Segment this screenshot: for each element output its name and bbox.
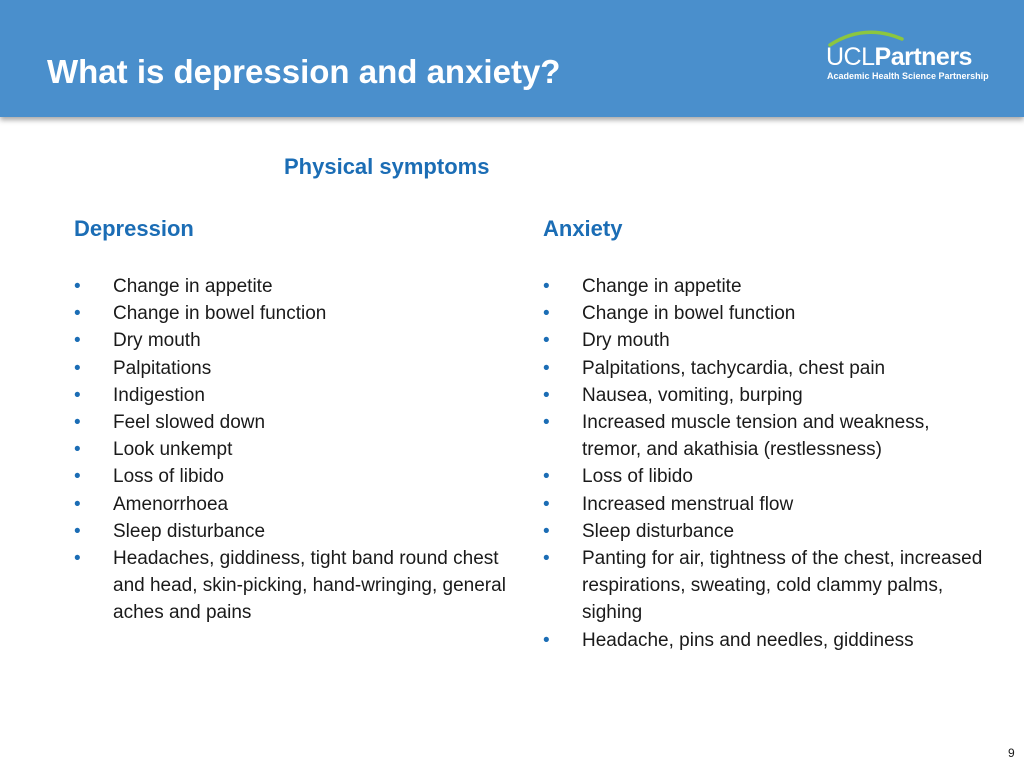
- symptom-text: Increased muscle tension and weakness, tremor, and akathisia (restlessness): [582, 412, 930, 461]
- symptom-text: Dry mouth: [113, 330, 201, 352]
- symptom-list-item: [74, 518, 534, 545]
- anxiety-title: Anxiety: [543, 216, 623, 241]
- symptom-list-item: [543, 273, 983, 300]
- symptom-list-item: [74, 545, 534, 627]
- symptom-list-item: [543, 491, 983, 518]
- symptom-list-item: [543, 463, 983, 490]
- bullet-icon: •: [543, 303, 550, 325]
- bullet-icon: •: [74, 412, 81, 434]
- section-heading: Physical symptoms: [284, 154, 490, 179]
- slide-title: What is depression and anxiety?: [47, 53, 561, 90]
- symptom-text: Headaches, giddiness, tight band round chest and head, skin-picking, hand-wringing, general aches and pains: [113, 548, 506, 624]
- bullet-icon: •: [543, 493, 550, 515]
- logo-name-suffix: Partners: [874, 43, 972, 71]
- bullet-icon: •: [74, 357, 81, 379]
- bullet-icon: •: [74, 548, 81, 570]
- slide-header: [0, 0, 1024, 117]
- symptom-text: Palpitations, tachycardia, chest pain: [582, 357, 886, 379]
- symptom-text: Amenorrhoea: [113, 493, 229, 515]
- symptom-text: Change in bowel function: [113, 303, 327, 325]
- symptom-list-item: [74, 355, 534, 382]
- symptom-list-item: [74, 327, 534, 354]
- symptom-text: Dry mouth: [582, 330, 670, 352]
- symptom-text: Loss of libido: [582, 466, 693, 488]
- symptom-text: Change in bowel function: [582, 303, 796, 325]
- symptom-list-item: [543, 627, 983, 654]
- bullet-icon: •: [543, 276, 550, 297]
- symptom-list-item: [74, 409, 534, 436]
- bullet-icon: •: [74, 384, 81, 406]
- symptom-text: Sleep disturbance: [582, 520, 735, 542]
- symptom-list-item: [74, 436, 534, 463]
- symptom-list-item: [543, 355, 983, 382]
- logo-tagline: Academic Health Science Partnership: [827, 71, 989, 81]
- symptom-list-item: [543, 327, 983, 354]
- bullet-icon: •: [543, 357, 550, 379]
- symptom-text: Nausea, vomiting, burping: [582, 384, 803, 406]
- logo-wordmark: [826, 43, 972, 71]
- bullet-icon: •: [74, 303, 81, 325]
- symptom-list-item: [74, 463, 534, 490]
- bullet-icon: •: [74, 330, 81, 352]
- bullet-icon: •: [543, 384, 550, 406]
- symptom-text: Feel slowed down: [113, 412, 266, 434]
- bullet-icon: •: [543, 520, 550, 542]
- symptom-list-item: [74, 382, 534, 409]
- bullet-icon: •: [74, 466, 81, 488]
- bullet-icon: •: [74, 493, 81, 515]
- symptom-text: Loss of libido: [113, 466, 224, 488]
- ucl-partners-logo: [824, 27, 994, 87]
- anxiety-column: [543, 215, 983, 654]
- symptom-text: Sleep disturbance: [113, 520, 266, 542]
- anxiety-symptom-list: [543, 273, 983, 654]
- bullet-icon: •: [543, 629, 550, 651]
- symptom-text: Palpitations: [113, 357, 212, 379]
- symptom-list-item: [543, 409, 983, 463]
- symptom-text: Indigestion: [113, 384, 205, 406]
- bullet-icon: •: [543, 330, 550, 352]
- logo-name-prefix: UCL: [826, 43, 875, 71]
- depression-column: [74, 215, 534, 627]
- bullet-icon: •: [543, 548, 550, 570]
- bullet-icon: •: [543, 412, 550, 434]
- symptom-list-item: [543, 545, 983, 627]
- symptom-list-item: [74, 273, 534, 300]
- bullet-icon: •: [74, 520, 81, 542]
- depression-title: Depression: [74, 216, 194, 241]
- symptom-text: Panting for air, tightness of the chest, increased respirations, sweating, cold clammy palms, sighing: [582, 548, 983, 624]
- symptom-list-item: [543, 518, 983, 545]
- symptom-text: Look unkempt: [113, 439, 233, 461]
- symptom-list-item: [74, 491, 534, 518]
- symptom-list-item: [543, 300, 983, 327]
- bullet-icon: •: [543, 466, 550, 488]
- symptom-list-item: [543, 382, 983, 409]
- bullet-icon: •: [74, 276, 81, 297]
- bullet-icon: •: [74, 439, 81, 461]
- symptom-text: Change in appetite: [113, 276, 273, 297]
- symptom-text: Increased menstrual flow: [582, 493, 794, 515]
- depression-symptom-list: [74, 273, 534, 627]
- symptom-text: Change in appetite: [582, 276, 742, 297]
- page-number: 9: [1008, 746, 1015, 760]
- symptom-text: Headache, pins and needles, giddiness: [582, 629, 914, 651]
- symptom-list-item: [74, 300, 534, 327]
